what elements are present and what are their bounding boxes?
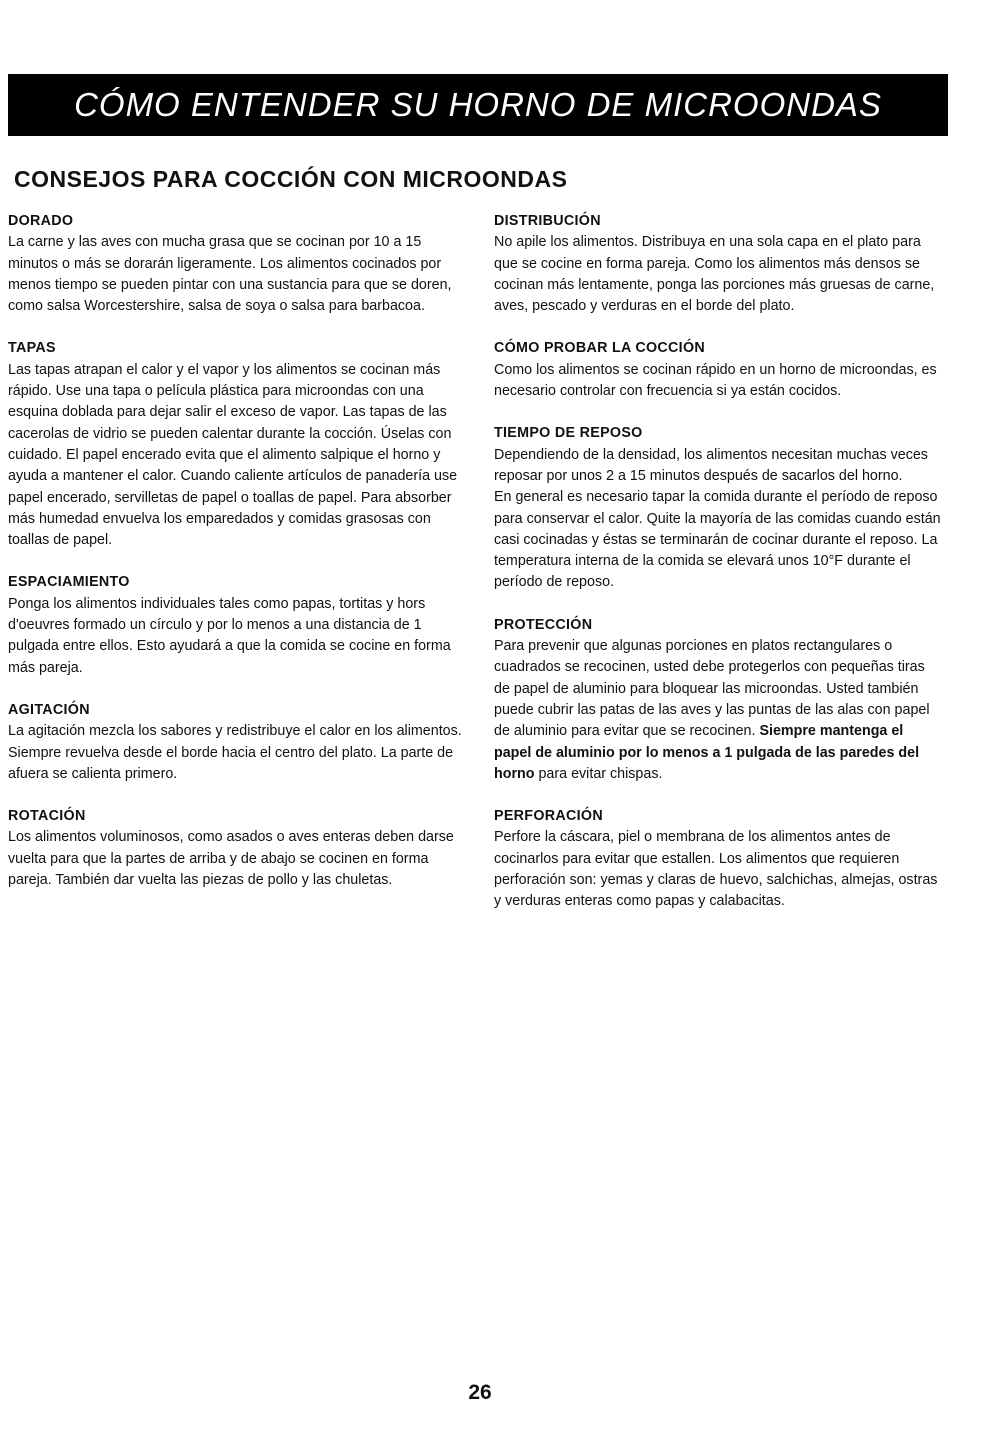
section-rotacion — [8, 806, 463, 891]
rotacion-body: Los alimentos voluminosos, como asados o aves enteras deben darse vuelta para que la partes de arriba y de abajo se cocinen en forma pareja. También dar vuelta las piezas de pollo y las chuletas. — [8, 829, 454, 889]
section-tapas — [8, 338, 463, 551]
section-title: CONSEJOS PARA COCCIÓN CON MICROONDAS — [14, 166, 568, 192]
espaciamiento-heading: ESPACIAMIENTO — [8, 574, 130, 591]
reposo-body-1: Dependiendo de la densidad, los alimentos necesitan muchas veces reposar por unos 2 a 15 minutos después de sacarlos del horno. — [494, 446, 928, 484]
right-column — [494, 211, 944, 934]
section-probar-coccion — [494, 338, 944, 402]
section-distribucion — [494, 211, 944, 317]
section-perforacion — [494, 806, 944, 912]
section-proteccion — [494, 615, 944, 785]
proteccion-body-start: Para prevenir que algunas porciones en platos rectangulares o cuadrados se recocinen, usted debe protegerlos con pequeñas tiras de papel de aluminio para bloquear las microondas. Usted también puede cubrir las patas de las aves y las puntas de las alas con papel de aluminio para evitar que se recocinen. — [494, 638, 930, 740]
proteccion-body-end: para evitar chispas. — [538, 765, 663, 782]
banner-title: CÓMO ENTENDER SU HORNO DE MICROONDAS — [74, 86, 882, 123]
proteccion-heading: PROTECCIÓN — [494, 616, 593, 633]
page-number: 26 — [468, 1381, 492, 1404]
proteccion-body-bold: Siempre mantenga el papel de aluminio por lo menos a 1 pulgada de las paredes del horno — [494, 723, 920, 782]
proteccion-body — [494, 636, 944, 785]
agitacion-heading: AGITACIÓN — [8, 701, 90, 718]
reposo-body-2: En general es necesario tapar la comida durante el período de reposo para conservar el calor. Quite la mayoría de las comidas cuando están casi cocinadas y éstas se terminarán de cocinar durante el reposo. La temperatura interna de la comida se elevará unos 10°F durante el período de reposo. — [494, 489, 941, 591]
tapas-heading: TAPAS — [8, 340, 56, 357]
reposo-heading: TIEMPO DE REPOSO — [494, 425, 643, 442]
distribucion-heading: DISTRIBUCIÓN — [494, 213, 601, 229]
rotacion-heading: ROTACIÓN — [8, 808, 86, 825]
section-agitacion — [8, 700, 463, 785]
dorado-heading: DORADO — [8, 213, 74, 229]
section-espaciamiento — [8, 572, 463, 678]
section-dorado — [8, 211, 463, 317]
perforacion-body: Perfore la cáscara, piel o membrana de los alimentos antes de cocinarlos para evitar que estallen. Los alimentos que requieren perforación son: yemas y claras de huevo, salchichas, almejas, ostras y verduras enteras como papas y calabacitas. — [494, 829, 938, 910]
espaciamiento-body: Ponga los alimentos individuales tales como papas, tortitas y hors d'oeuvres formado un círculo y por lo menos a una distancia de 1 pulgada entre ellos. Esto ayudará a que la comida se cocine en forma más pareja. — [8, 595, 451, 676]
distribucion-body: No apile los alimentos. Distribuya en una sola capa en el plato para que se cocine en forma pareja. Como los alimentos más densos se cocinan más lentamente, ponga las porciones más gruesas de carne, aves, pescado y verduras en el borde del plato. — [494, 234, 935, 315]
probar-heading: CÓMO PROBAR LA COCCIÓN — [494, 340, 705, 357]
agitacion-body: La agitación mezcla los sabores y redistribuye el calor en los alimentos. Siempre revuelva desde el borde hacia el centro del plato. La parte de afuera se calienta primero. — [8, 723, 462, 782]
left-column — [8, 211, 463, 912]
perforacion-heading: PERFORACIÓN — [494, 808, 603, 825]
dorado-body: La carne y las aves con mucha grasa que se cocinan por 10 a 15 minutos o más se dorarán ligeramente. Los alimentos cocinados por menos tiempo se pueden pintar con una sustancia para que se doren, como salsa Worcestershire, salsa de soya o salsa para barbacoa. — [8, 234, 452, 315]
tapas-body: Las tapas atrapan el calor y el vapor y los alimentos se cocinan más rápido. Use una tapa o película plástica para microondas con una esquina doblada para dejar salir el exceso de vapor. Las tapas de las cacerolas de vidrio se pueden calentar durante la cocción. Úselas con cuidado. El papel encerado evita que el alimento salpique el horno y ayuda a mantener el calor. Cuando caliente artículos de panadería use papel encerado, servilletas de papel o toallas de papel. Para absorber más humedad envuelva los emparedados y comidas grasosas con toallas de papel. — [8, 361, 458, 549]
title-banner — [8, 74, 948, 136]
section-tiempo-reposo — [494, 423, 944, 593]
probar-body: Como los alimentos se cocinan rápido en un horno de microondas, es necesario controlar con frecuencia si ya están cocidos. — [494, 361, 937, 400]
